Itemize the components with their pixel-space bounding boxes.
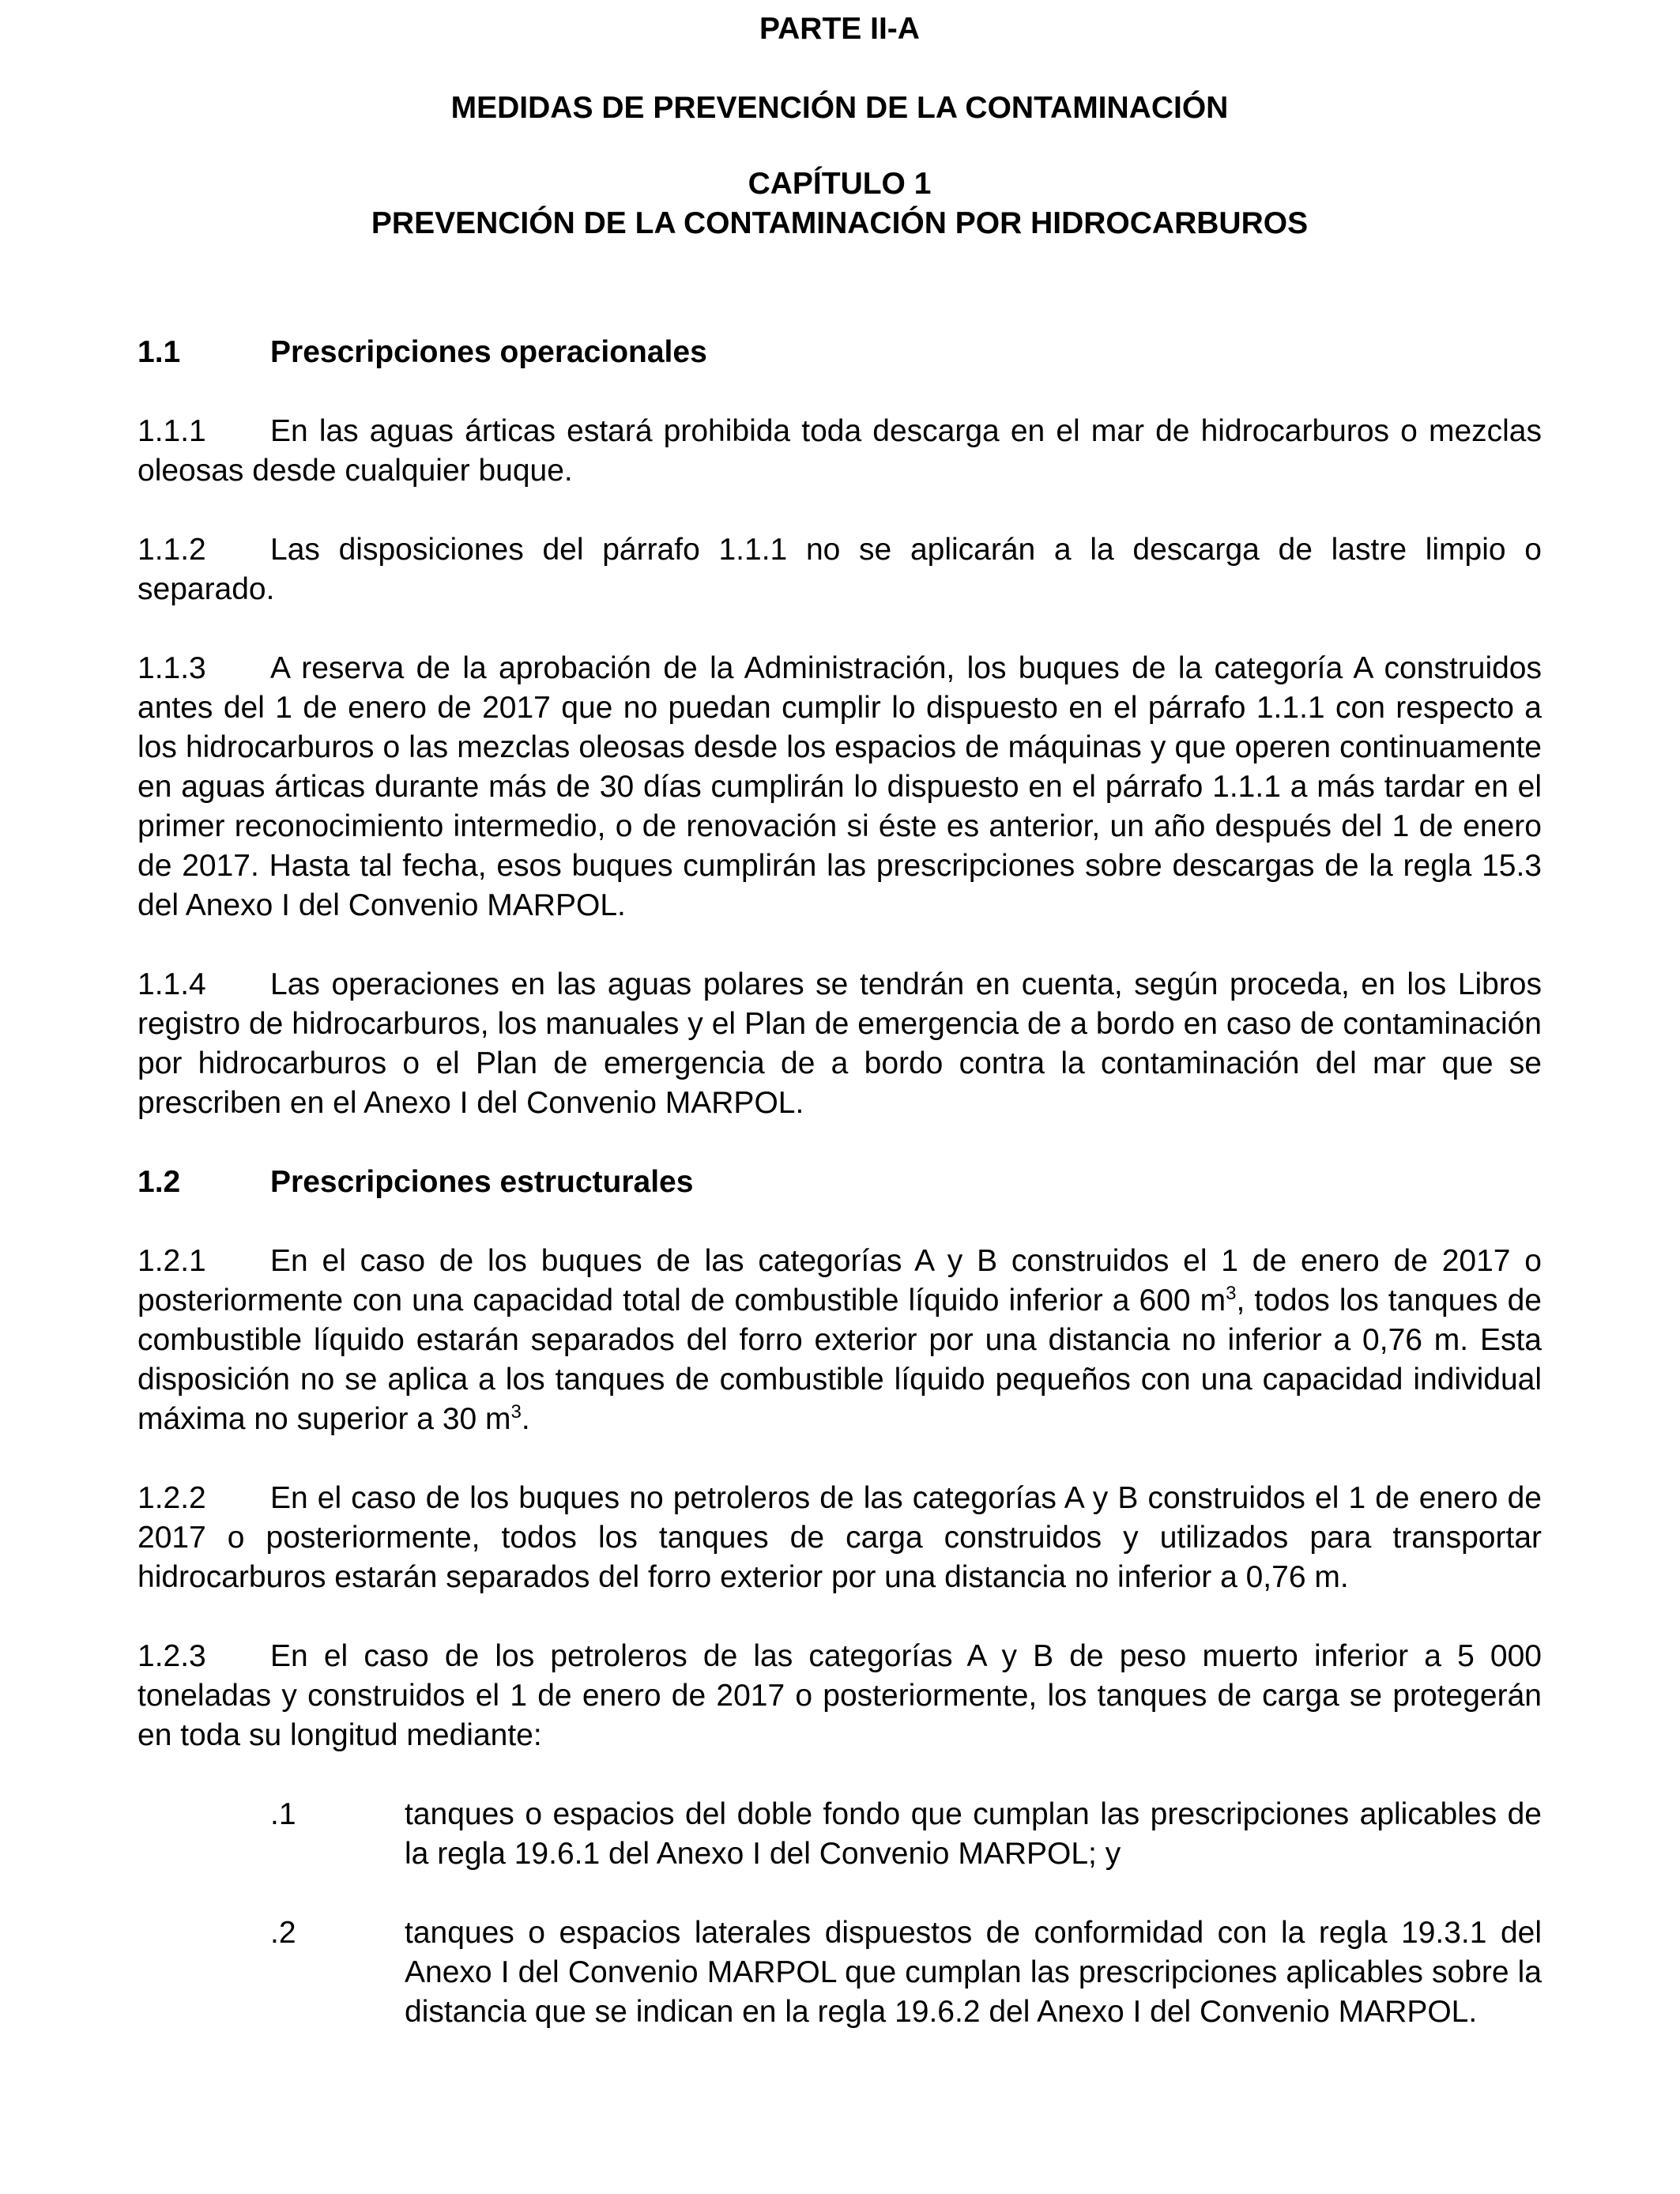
chapter-number: CAPÍTULO 1 bbox=[748, 167, 932, 201]
paragraph-text: En el caso de los buques no petroleros de las categorías A y B construidos el 1 de enero de 2017 o posteriormente, todos los tanques de carga construidos y utilizados para transportar hidrocarburos estarán separados del forro exterior por una distancia no inferior a 0,76 m. bbox=[137, 1481, 1542, 1594]
document-page bbox=[137, 0, 1542, 2032]
list-item-number: .2 bbox=[270, 1916, 296, 1950]
section-heading-1-2 bbox=[137, 1163, 1542, 1202]
paragraph-1-2-1 bbox=[137, 1242, 1542, 1439]
superscript: 3 bbox=[510, 1401, 522, 1423]
superscript: 3 bbox=[1226, 1283, 1237, 1304]
list-item bbox=[270, 1913, 1542, 2032]
paragraph-number: 1.2.3 bbox=[137, 1639, 206, 1673]
list-item-text: tanques o espacios del doble fondo que cumplan las prescripciones aplicables de la regla 19.6.1 del Anexo I del Convenio MARPOL; y bbox=[405, 1797, 1542, 1871]
chapter-title: PREVENCIÓN DE LA CONTAMINACIÓN POR HIDROCARBUROS bbox=[371, 206, 1309, 240]
section-heading-1-1 bbox=[137, 333, 1542, 372]
paragraph-number: 1.2.2 bbox=[137, 1481, 206, 1515]
paragraph-number: 1.1.2 bbox=[137, 533, 206, 567]
paragraph-1-1-4 bbox=[137, 965, 1542, 1123]
section-title: Prescripciones estructurales bbox=[270, 1165, 694, 1199]
paragraph-text: . bbox=[521, 1402, 530, 1436]
part-title: MEDIDAS DE PREVENCIÓN DE LA CONTAMINACIÓN bbox=[450, 91, 1229, 125]
paragraph-1-2-2 bbox=[137, 1479, 1542, 1597]
section-number: 1.2 bbox=[137, 1165, 181, 1199]
paragraph-1-1-2 bbox=[137, 530, 1542, 609]
list-item-text: tanques o espacios laterales dispuestos de conformidad con la regla 19.3.1 del Anexo I del Convenio MARPOL que cumplan las prescripciones aplicables sobre la distancia que se indican en la regla 19.6.2 del Anexo I del Convenio MARPOL. bbox=[405, 1916, 1542, 2029]
paragraph-number: 1.1.4 bbox=[137, 967, 206, 1001]
paragraph-number: 1.1.3 bbox=[137, 651, 206, 685]
paragraph-text: En el caso de los petroleros de las categorías A y B de peso muerto inferior a 5 000 toneladas y construidos el 1 de enero de 2017 o posteriormente, los tanques de carga se protegerán en toda su longitud mediante: bbox=[137, 1639, 1542, 1752]
paragraph-text: Las operaciones en las aguas polares se tendrán en cuenta, según proceda, en los Libros registro de hidrocarburos, los manuales y el Plan de emergencia de a bordo en caso de contaminación por hidrocarburos o el Plan de emergencia de a bordo contra la contaminación del mar que se prescriben en el Anexo I del Convenio MARPOL. bbox=[137, 967, 1542, 1120]
list-item-number: .1 bbox=[270, 1797, 296, 1831]
list-item bbox=[270, 1795, 1542, 1874]
paragraph-text: A reserva de la aprobación de la Administración, los buques de la categoría A construidos antes del 1 de enero de 2017 que no puedan cumplir lo dispuesto en el párrafo 1.1.1 con respecto a los hidrocarburos o las mezclas oleosas desde los espacios de máquinas y que operen continuamente en aguas árticas durante más de 30 días cumplirán lo dispuesto en el párrafo 1.1.1 a más tardar en el primer reconocimiento intermedio, o de renovación si éste es anterior, un año después del 1 de enero de 2017. Hasta tal fecha, esos buques cumplirán las prescripciones sobre descargas de la regla 15.3 del Anexo I del Convenio MARPOL. bbox=[137, 651, 1542, 922]
part-heading: PARTE II-A bbox=[759, 12, 920, 46]
paragraph-number: 1.1.1 bbox=[137, 414, 206, 448]
paragraph-number: 1.2.1 bbox=[137, 1244, 206, 1278]
paragraph-text: Las disposiciones del párrafo 1.1.1 no se aplicarán a la descarga de lastre limpio o separado. bbox=[137, 533, 1542, 606]
paragraph-text: , todos los tanques de combustible líquido estarán separados del forro exterior por una distancia no inferior a 0,76 m. Esta disposición no se aplica a los tanques de combustible líquido pequeños con una capacidad individual máxima no superior a 30 m bbox=[137, 1284, 1542, 1436]
section-title: Prescripciones operacionales bbox=[270, 335, 707, 369]
section-number: 1.1 bbox=[137, 335, 181, 369]
paragraph-1-1-1 bbox=[137, 412, 1542, 491]
paragraph-text: En el caso de los buques de las categorías A y B construidos el 1 de enero de 2017 o posteriormente con una capacidad total de combustible líquido inferior a 600 m bbox=[137, 1244, 1542, 1318]
paragraph-text: En las aguas árticas estará prohibida toda descarga en el mar de hidrocarburos o mezclas oleosas desde cualquier buque. bbox=[137, 414, 1542, 488]
paragraph-1-1-3 bbox=[137, 649, 1542, 925]
paragraph-1-2-3 bbox=[137, 1637, 1542, 1755]
